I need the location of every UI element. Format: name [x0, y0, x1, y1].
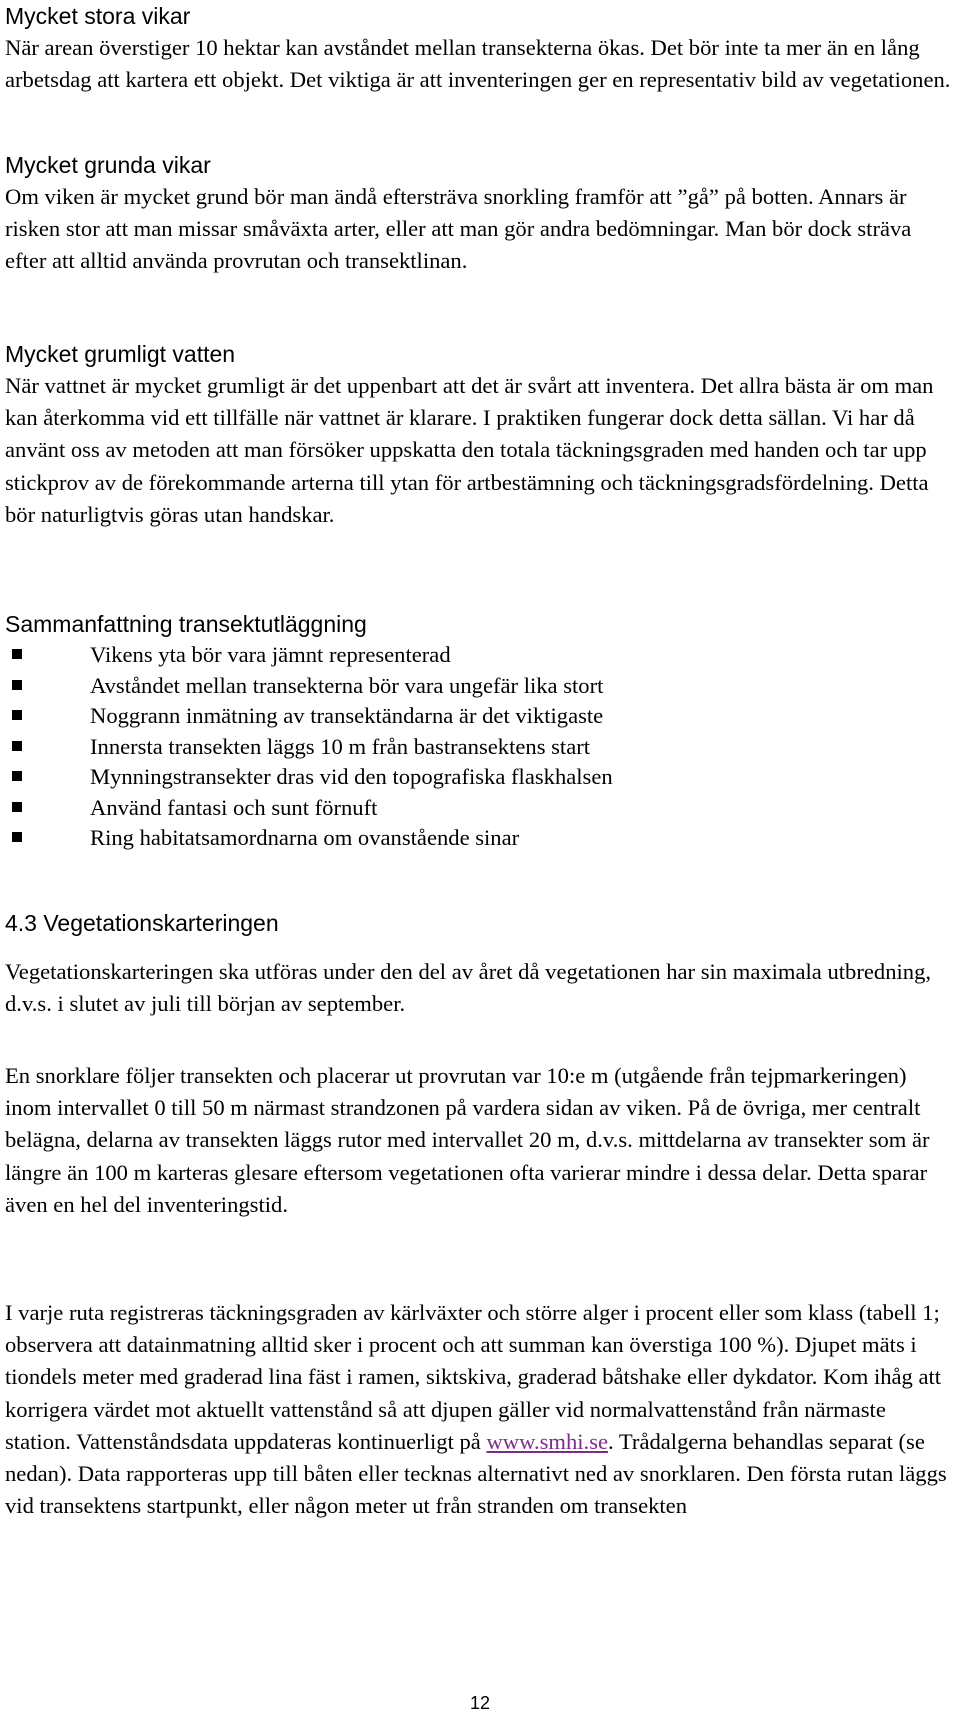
list-item-text: Mynningstransekter dras vid den topografiska flaskhalsen [90, 764, 613, 789]
section-mycket-stora-vikar [5, 0, 955, 96]
list-item [5, 823, 955, 854]
square-bullet-icon [12, 680, 22, 690]
list-item [5, 762, 955, 793]
list-item-text: Noggrann inmätning av transektändarna är det viktigaste [90, 703, 604, 728]
paragraph-block-2 [5, 1060, 955, 1221]
paragraph-mycket-stora-vikar: När arean överstiger 10 hektar kan avståndet mellan transekterna ökas. Det bör inte ta mer än en lång arbetsdag att kartera ett objekt. Det viktiga är att inventeringen ger en representativ bild av vegetationen. [5, 35, 951, 93]
square-bullet-icon [12, 802, 22, 812]
list-item-text: Avståndet mellan transekterna bör vara ungefär lika stort [90, 672, 604, 698]
list-item [5, 671, 955, 702]
paragraph-mycket-grunda-vikar: Om viken är mycket grund bör man ändå eftersträva snorkling framför att ”gå” på botten. Annars är risken stor att man missar småväxta arter, eller att man gör andra bedömningar. Man bör dock sträva efter att alltid använda provrutan och transektlinan. [5, 184, 912, 274]
heading-vegetationskarteringen: 4.3 Vegetationskarteringen [5, 910, 279, 936]
square-bullet-icon [12, 771, 22, 781]
list-item-text: Ring habitatsamordnarna om ovanstående sinar [90, 825, 520, 850]
list-item-text: Använd fantasi och sunt förnuft [90, 794, 378, 820]
square-bullet-icon [12, 710, 22, 720]
page-number: 12 [469, 1693, 491, 1713]
paragraph-vegetation-timing: Vegetationskarteringen ska utföras under den del av året då vegetationen har sin maximala utbredning, d.v.s. i slutet av juli till början av september. [5, 959, 932, 1017]
smhi-link[interactable]: www.smhi.se [486, 1428, 609, 1454]
list-item-text: Vikens yta bör vara jämnt representerad [90, 642, 451, 667]
paragraph-snorklare: En snorklare följer transekten och placerar ut provrutan var 10:e m (utgående från tejpmarkeringen) inom intervallet 0 till 50 m närmast strandzonen på vardera sidan av viken. På de övriga, mer centralt belägna, delarna av transekten läggs rutor med intervallet 20 m, d.v.s. mittdelarna av transekter som är längre än 100 m karteras glesare eftersom vegetationen ofta varierar mindre i dessa delar. Detta sparar även en hel del inventeringstid. [5, 1063, 930, 1217]
paragraph-text-before-link: I varje ruta registreras täckningsgraden av kärlväxter och större alger i procent eller som klass (tabell 1; observera att datainmatning alltid sker i procent och att summan kan överstiga 100 %). Djupet mäts i tiondels meter med graderad lina fäst i ramen, siktskiva, graderad båtshake eller dykdator. Kom ihåg att korrigera värdet mot aktuellt vattenstånd så att djupen gäller vid normalvattenstånd från närmaste station. Vattenståndsdata uppdateras kontinuerligt på [5, 1300, 942, 1454]
paragraph-block-1 [5, 956, 955, 1020]
paragraph-mycket-grumligt-vatten: När vattnet är mycket grumligt är det uppenbart att det är svårt att inventera. Det allra bästa är om man kan återkomma vid ett tillfälle när vattnet är klarare. I praktiken fungerar dock detta sällan. Vi har då använt oss av metoden att man försöker uppskatta den totala täckningsgraden med handen och tar upp stickprov av de förekommande arterna till ytan för artbestämning och täckningsgradsfördelning. Detta bör naturligtvis göras utan handskar. [5, 373, 934, 527]
paragraph-text-after-link: . Trådalgerna behandlas separat (se nedan). Data rapporteras upp till båten eller tecknas alternativt ned av snorklaren. Den första rutan läggs vid transektens startpunkt, eller någon meter ut från stranden om transekten [5, 1428, 947, 1519]
section-sammanfattning [5, 608, 955, 854]
paragraph-block-3 [5, 1297, 955, 1522]
section-vegetationskarteringen [5, 907, 955, 939]
list-item [5, 640, 955, 671]
heading-mycket-stora-vikar: Mycket stora vikar [5, 3, 191, 29]
list-item [5, 701, 955, 732]
square-bullet-icon [12, 832, 22, 842]
paragraph-ruta-registrering [5, 1297, 955, 1522]
section-mycket-grumligt-vatten [5, 338, 955, 531]
square-bullet-icon [12, 741, 22, 751]
summary-list [5, 640, 955, 854]
list-item [5, 732, 955, 763]
list-item [5, 793, 955, 824]
heading-mycket-grunda-vikar: Mycket grunda vikar [5, 152, 211, 178]
heading-sammanfattning: Sammanfattning transektutläggning [5, 611, 367, 637]
heading-mycket-grumligt-vatten: Mycket grumligt vatten [5, 341, 236, 367]
square-bullet-icon [12, 649, 22, 659]
list-item-text: Innersta transekten läggs 10 m från bastransektens start [90, 733, 591, 759]
section-mycket-grunda-vikar [5, 149, 955, 278]
